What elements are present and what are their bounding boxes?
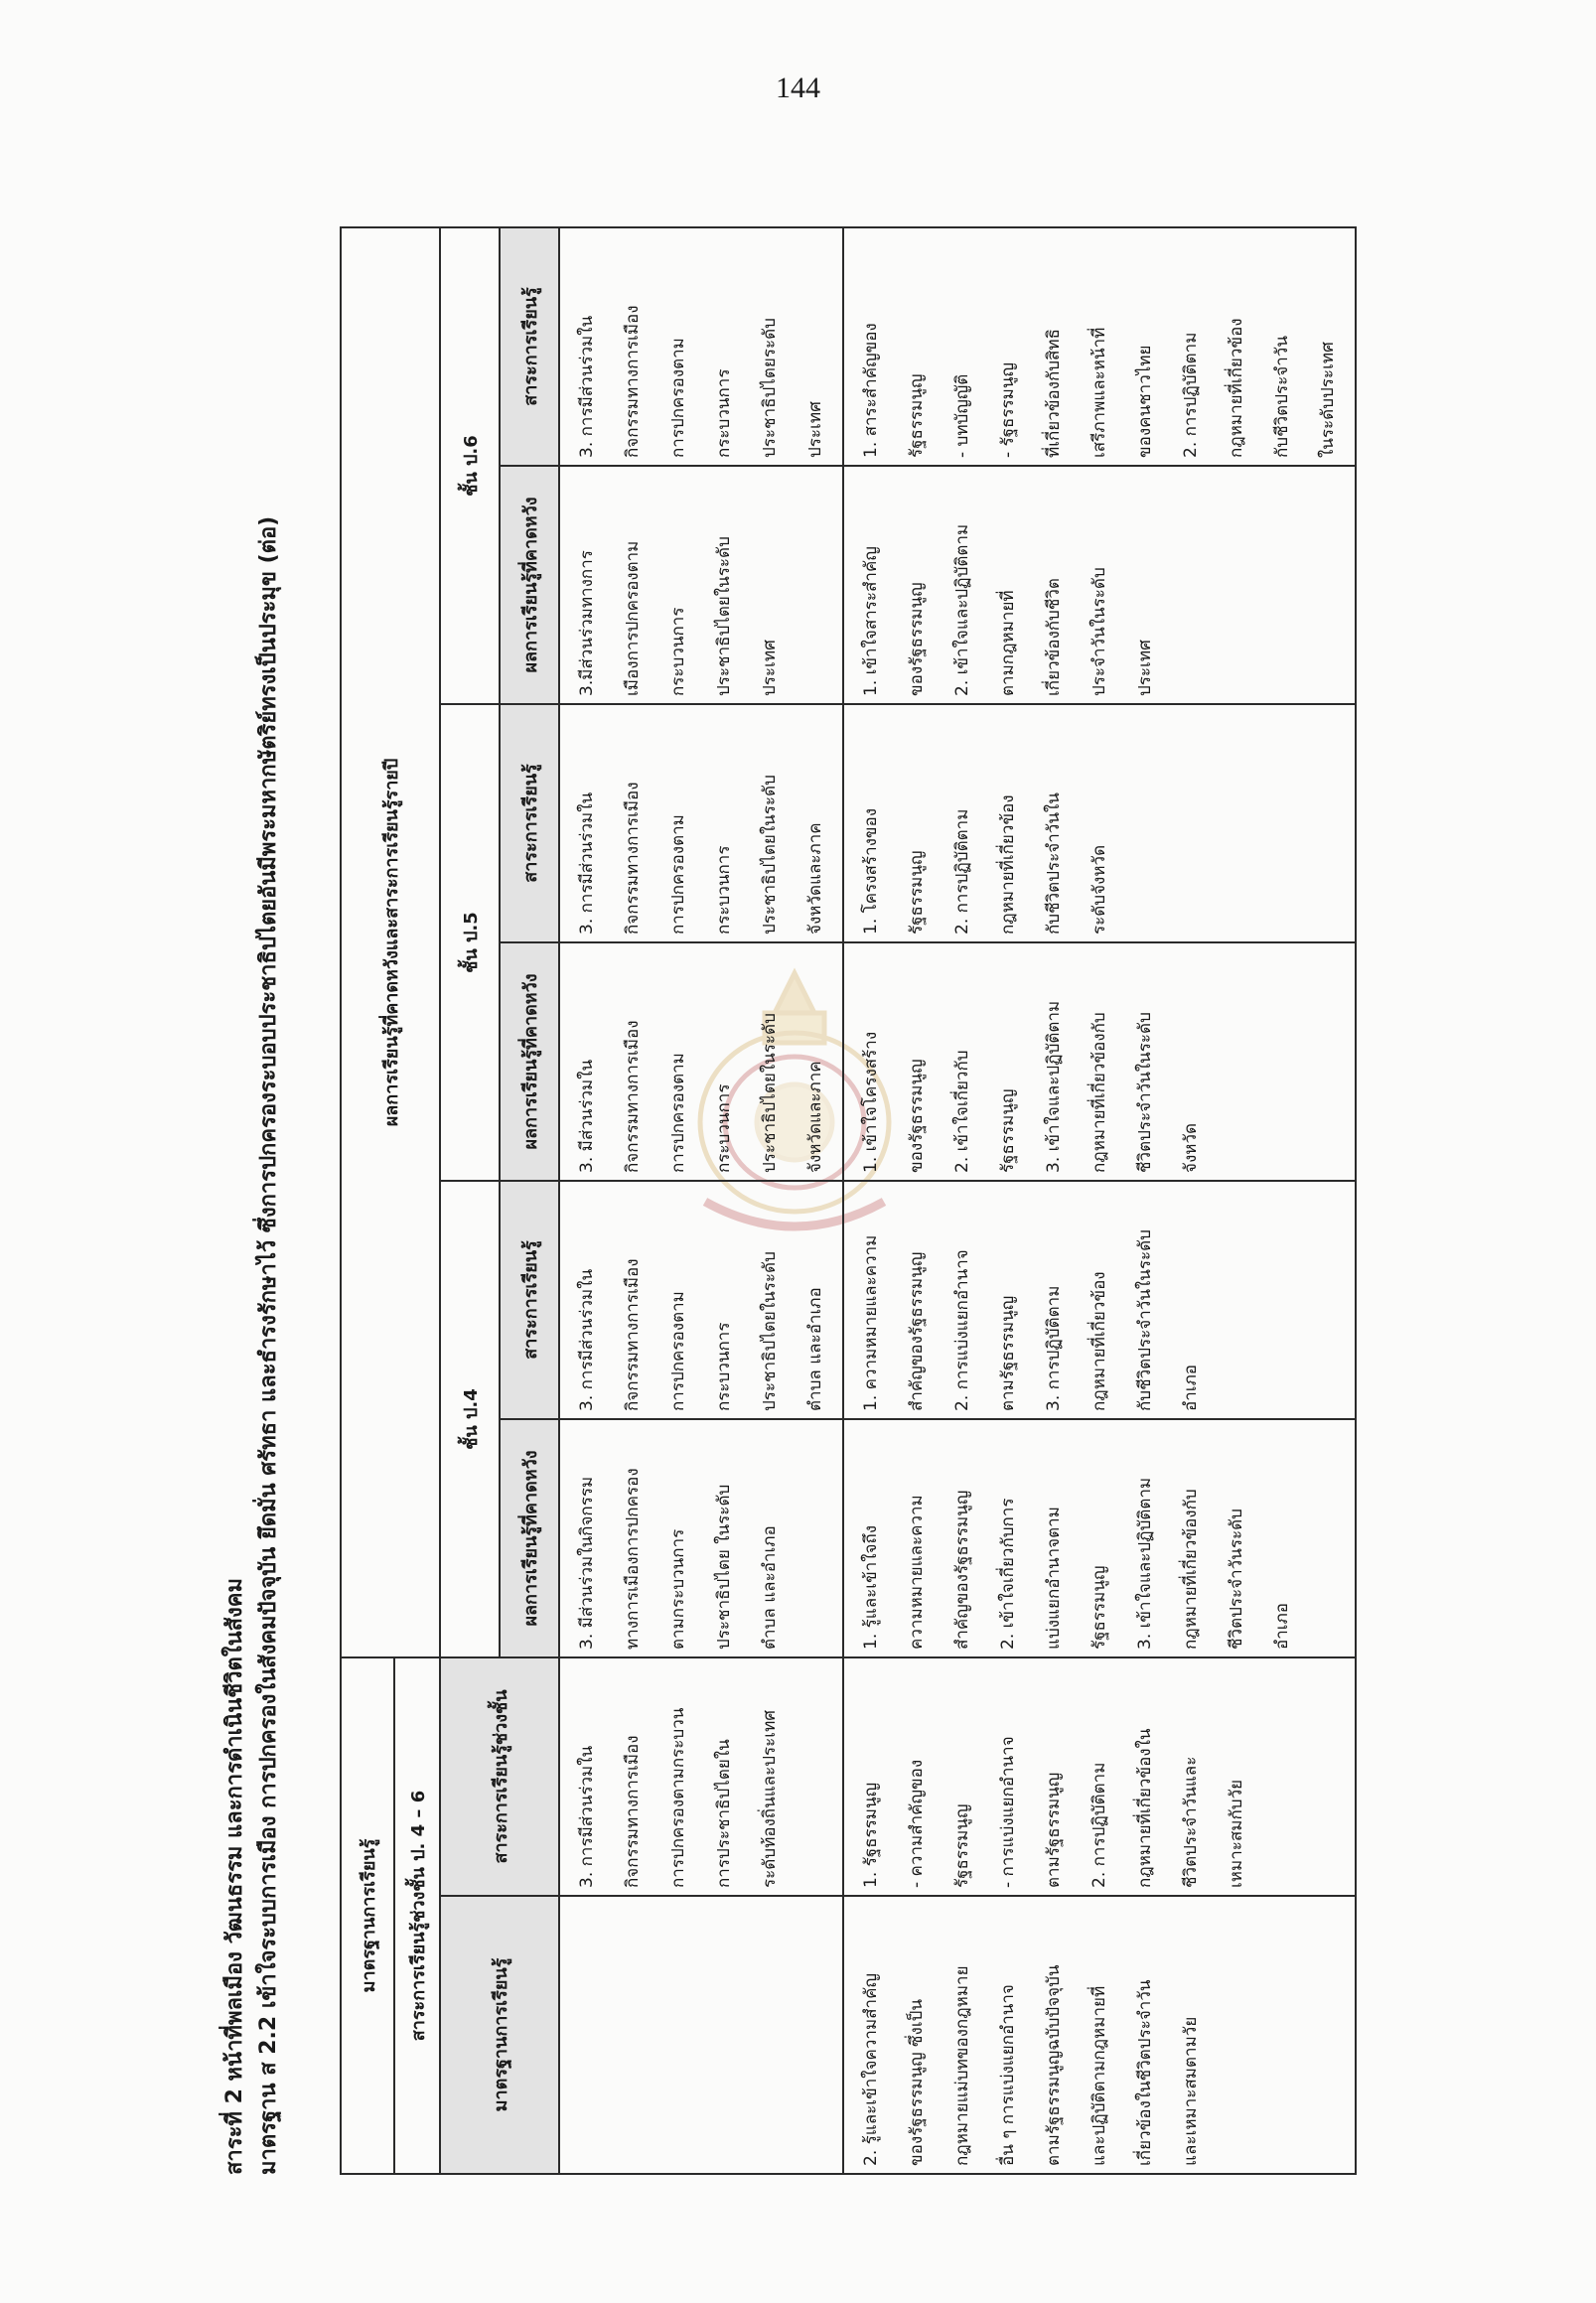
standard-cell: [559, 1896, 843, 2174]
standard-heading: มาตรฐาน ส 2.2 เข้าใจระบบการเมือง การปกครองในสังคมปัจจุบัน ยึดมั่น ศรัทธา และธำรงรักษาไว้ ซึ่งการปกครองระบอบประชาธิปไตยอันมีพระมหากษัตริย์ทรงเป็นประมุข (ต่อ): [256, 515, 281, 2175]
page-number: 144: [776, 72, 820, 104]
core-content-column-header: สาระการเรียนรู้ช่วงชั้น: [440, 1657, 559, 1896]
p4-content-header: สาระการเรียนรู้: [500, 1181, 559, 1419]
p6-content-cell: 3. การมีส่วนร่วมใน กิจกรรมทางการเมือง การปกครองตาม กระบวนการ ประชาธิปไตยระดับ ประเทศ: [559, 227, 843, 466]
table-row: [843, 227, 1356, 2174]
p6-outcome-header: ผลการเรียนรู้ที่คาดหวัง: [500, 466, 559, 704]
grade-p5-header: ชั้น ป.5: [440, 704, 500, 1181]
p6-content-header: สาระการเรียนรู้: [500, 227, 559, 466]
core-content-group-header: สาระการเรียนรู้ช่วงชั้น ป. 4 – 6: [394, 1657, 440, 2174]
p6-outcome-cell: 1. เข้าใจสาระสำคัญ ของรัฐธรรมนูญ 2. เข้าใจและปฏิบัติตาม ตามกฎหมายที่ เกี่ยวข้องกับชีวิต ประจำวันในระดับ ประเทศ: [843, 466, 1356, 704]
p5-outcome-header: ผลการเรียนรู้ที่คาดหวัง: [500, 942, 559, 1181]
standard-column-header: มาตรฐานการเรียนรู้: [440, 1896, 559, 2174]
expected-outcomes-group-header: ผลการเรียนรู้ที่คาดหวังและสาระการเรียนรู้รายปี: [341, 227, 440, 1657]
p4-content-cell: 3. การมีส่วนร่วมใน กิจกรรมทางการเมือง การปกครองตาม กระบวนการ ประชาธิปไตยในระดับ ตำบล และอำเภอ: [559, 1181, 843, 1419]
table-row: [559, 227, 843, 2174]
p5-content-cell: 1. โครงสร้างของ รัฐธรรมนูญ 2. การปฏิบัติตาม กฎหมายที่เกี่ยวข้อง กับชีวิตประจำวันใน ระดับจังหวัด: [843, 704, 1356, 942]
standards-group-header: มาตรฐานการเรียนรู้: [341, 1657, 394, 2174]
p5-outcome-cell: 1. เข้าใจโครงสร้าง ของรัฐธรรมนูญ 2. เข้าใจเกี่ยวกับ รัฐธรรมนูญ 3. เข้าใจและปฏิบัติตาม กฎหมายที่เกี่ยวข้องกับ ชีวิตประจำวันในระดับ จังหวัด: [843, 942, 1356, 1181]
p5-outcome-cell: 3. มีส่วนร่วมใน กิจกรรมทางการเมือง การปกครองตาม กระบวนการ ประชาธิปไตยในระดับ จังหวัดและภาค: [559, 942, 843, 1181]
p4-outcome-cell: 3. มีส่วนร่วมในกิจกรรม ทางการเมืองการปกครอง ตามกระบวนการ ประชาธิปไตย ในระดับ ตำบล และอำเภอ: [559, 1419, 843, 1657]
p5-content-header: สาระการเรียนรู้: [500, 704, 559, 942]
p4-outcome-cell: 1. รู้และเข้าใจถึง ความหมายและความ สำคัญของรัฐธรรมนูญ 2. เข้าใจเกี่ยวกับการ แบ่งแยกอำนาจตาม รัฐธรรมนูญ 3. เข้าใจและปฏิบัติตาม กฎหมายที่เกี่ยวข้องกับ ชีวิตประจำวันระดับ อำเภอ: [843, 1419, 1356, 1657]
rotated-page-content: [218, 228, 1450, 2175]
p6-content-cell: 1. สาระสำคัญของ รัฐธรรมนูญ - บทบัญญัติ - รัฐธรรมนูญ ที่เกี่ยวข้องกับสิทธิ เสรีภาพและหน้าที่ ของคนชาวไทย 2. การปฏิบัติตาม กฎหมายที่เกี่ยวข้อง กับชีวิตประจำวัน ในระดับประเทศ: [843, 227, 1356, 466]
p4-content-cell: 1. ความหมายและความ สำคัญของรัฐธรรมนูญ 2. การแบ่งแยกอำนาจ ตามรัฐธรรมนูญ 3. การปฏิบัติตาม กฎหมายที่เกี่ยวข้อง กับชีวิตประจำวันในระดับ อำเภอ: [843, 1181, 1356, 1419]
curriculum-table: [340, 226, 1357, 2175]
p4-outcome-header: ผลการเรียนรู้ที่คาดหวัง: [500, 1419, 559, 1657]
core-content-cell: 1. รัฐธรรมนูญ - ความสำคัญของ รัฐธรรมนูญ - การแบ่งแยกอำนาจ ตามรัฐธรรมนูญ 2. การปฏิบัติตาม กฎหมายที่เกี่ยวข้องใน ชีวิตประจำวันและ เหมาะสมกับวัย: [843, 1657, 1356, 1896]
standard-cell: 2. รู้และเข้าใจความสำคัญ ของรัฐธรรมนูญ ซึ่งเป็น กฎหมายแม่บทของกฎหมาย อื่น ๆ การแบ่งแยกอำนาจ ตามรัฐธรรมนูญฉบับปัจจุบัน และปฏิบัติตามกฎหมายที่ เกี่ยวข้องในชีวิตประจำวัน และเหมาะสมตามวัย: [843, 1896, 1356, 2174]
grade-p6-header: ชั้น ป.6: [440, 227, 500, 704]
grade-p4-header: ชั้น ป.4: [440, 1181, 500, 1657]
p6-outcome-cell: 3.มีส่วนร่วมทางการ เมืองการปกครองตาม กระบวนการ ประชาธิปไตยในระดับ ประเทศ: [559, 466, 843, 704]
p5-content-cell: 3. การมีส่วนร่วมใน กิจกรรมทางการเมือง การปกครองตาม กระบวนการ ประชาธิปไตยในระดับ จังหวัดและภาค: [559, 704, 843, 942]
subject-heading: สาระที่ 2 หน้าที่พลเมือง วัฒนธรรม และการดำเนินชีวิตในสังคม: [222, 1578, 247, 2175]
core-content-cell: 3. การมีส่วนร่วมใน กิจกรรมทางการเมือง การปกครองตามกระบวน การประชาธิปไตยใน ระดับท้องถิ่นและประเทศ: [559, 1657, 843, 1896]
